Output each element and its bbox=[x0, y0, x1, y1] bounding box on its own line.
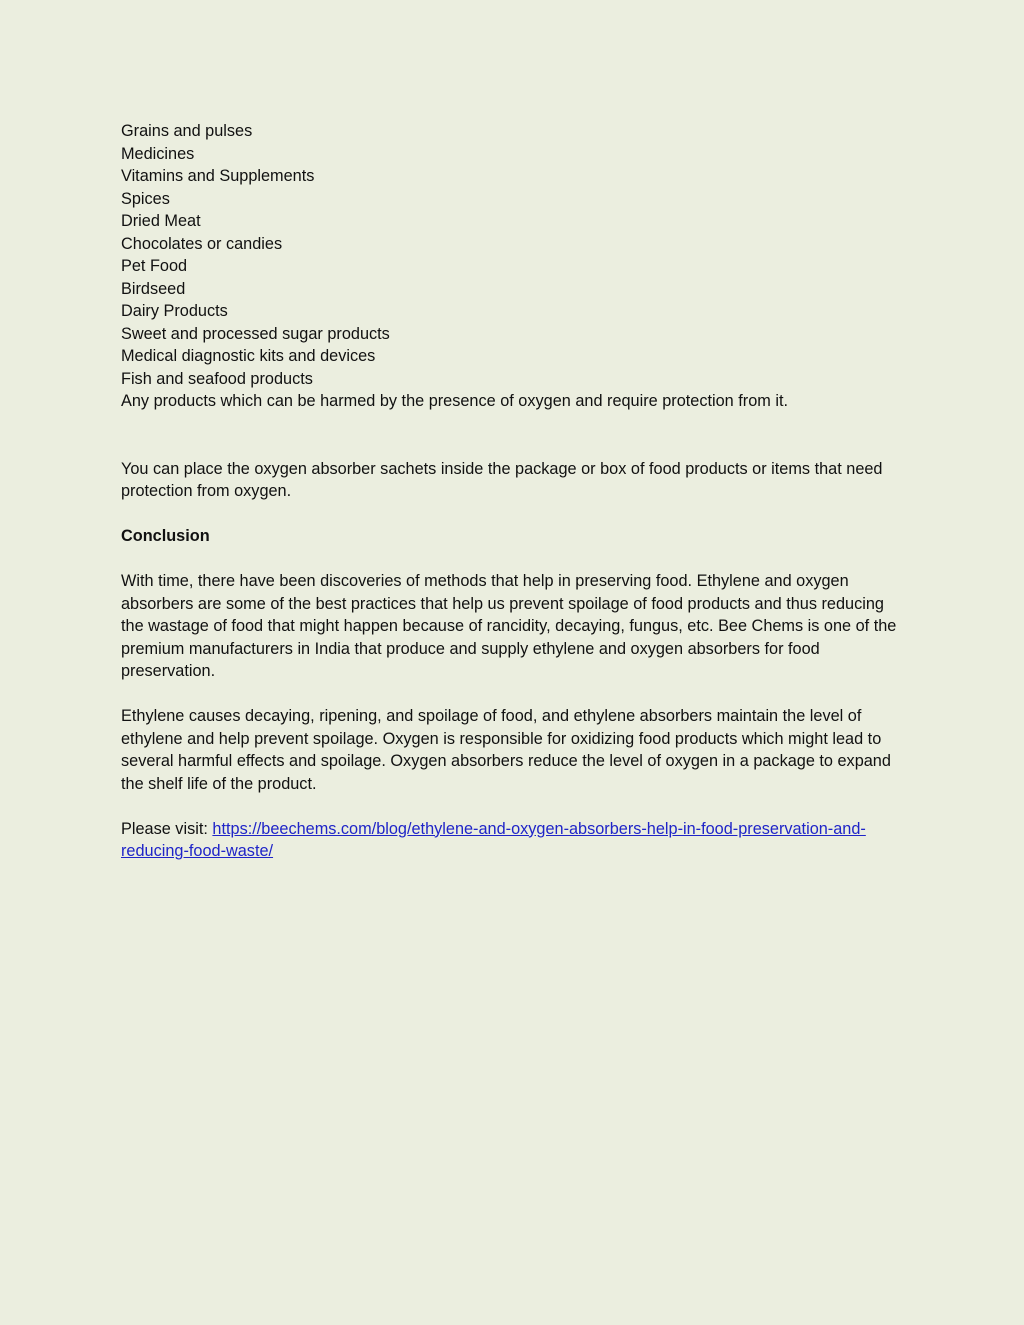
product-list bbox=[121, 120, 911, 413]
conclusion-paragraph-1: With time, there have been discoveries of methods that help in preserving food. Ethylene and oxygen absorbers are some of the best practices that help us prevent spoilage of food products and thus reducing the wastage of food that might happen because of rancidity, decaying, fungus, etc. Bee Chems is one of the premium manufacturers in India that produce and supply ethylene and oxygen absorbers for food preservation. bbox=[121, 572, 897, 680]
list-item: Dairy Products bbox=[121, 302, 228, 320]
visit-prefix: Please visit: bbox=[121, 819, 213, 838]
list-item: Grains and pulses bbox=[121, 122, 253, 140]
list-item: Chocolates or candies bbox=[121, 234, 283, 253]
list-item: Spices bbox=[121, 189, 170, 208]
list-item: Sweet and processed sugar products bbox=[121, 324, 390, 343]
placement-paragraph: You can place the oxygen absorber sachets inside the package or box of food products or items that need protection from oxygen. bbox=[121, 459, 883, 500]
list-item: Dried Meat bbox=[121, 212, 201, 230]
list-item: Medical diagnostic kits and devices bbox=[121, 347, 376, 365]
document-body bbox=[121, 120, 911, 863]
visit-paragraph bbox=[121, 818, 911, 863]
list-item: Vitamins and Supplements bbox=[121, 167, 315, 185]
conclusion-heading: Conclusion bbox=[121, 527, 210, 545]
list-item: Fish and seafood products bbox=[121, 369, 313, 388]
conclusion-paragraph-2: Ethylene causes decaying, ripening, and spoilage of food, and ethylene absorbers maintain the level of ethylene and help prevent spoilage. Oxygen is responsible for oxidizing food products which might lead to several harmful effects and spoilage. Oxygen absorbers reduce the level of oxygen in a package to expand the shelf life of the product. bbox=[121, 707, 891, 793]
list-item: Any products which can be harmed by the presence of oxygen and require protection from it. bbox=[121, 392, 788, 410]
blog-link[interactable]: https://beechems.com/blog/ethylene-and-oxygen-absorbers-help-in-food-preservation-and-reducing-food-waste/ bbox=[121, 819, 866, 860]
list-item: Birdseed bbox=[121, 279, 186, 298]
list-item: Medicines bbox=[121, 144, 195, 163]
list-item: Pet Food bbox=[121, 257, 188, 275]
